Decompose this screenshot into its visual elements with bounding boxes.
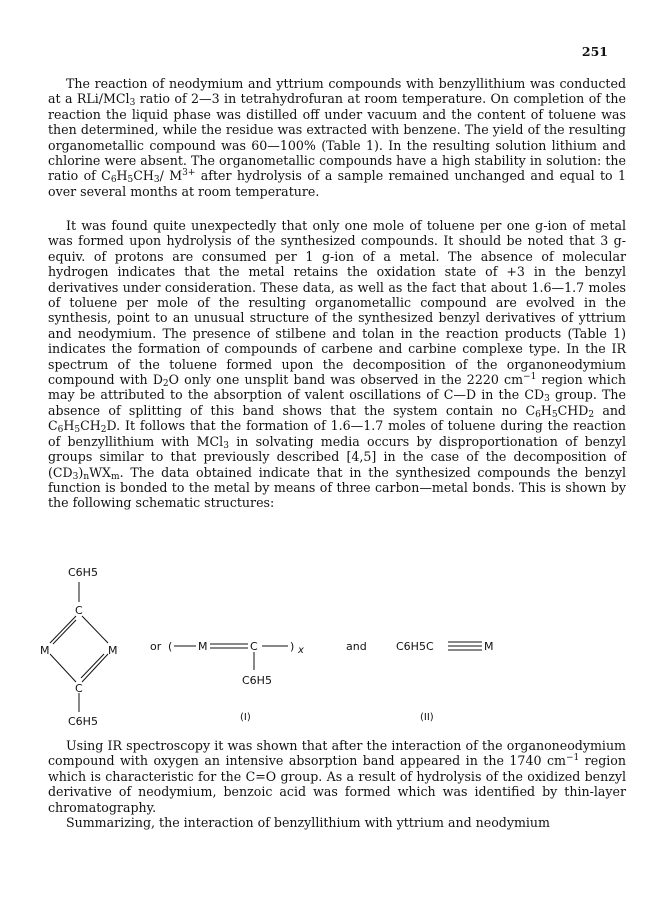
subscript: n [83, 471, 90, 482]
text: CH [80, 418, 101, 434]
text: region which may be attributed to the absorption of valent oscillations of C—D in the CD [48, 372, 626, 403]
and-word: and [346, 640, 367, 653]
polymer-subscript-x: x [298, 645, 304, 656]
text: group. The absence of splitting of this band shows that the system contain no C [48, 387, 626, 418]
text: . The data obtained indicate that in the synthesized compounds the benzyl function is bonded to the metal by means of three carbon—metal bonds. This is shown by the following schematic structures: [48, 464, 626, 511]
text: / M [159, 168, 183, 184]
text: WX [89, 464, 112, 480]
subscript: 2 [100, 425, 107, 436]
text: It was found quite unexpectedly that only one mole of toluene per one g-ion of metal was formed upon hydrolysis of the synthesized compounds. It should be noted that 3 g-equiv. of protons are consumed per 1 g-ion of a metal. The absence of molecular hydrogen indicates that the metal retains the oxidation state of +3 in the benzyl derivatives under consideration. These data, as well as the fact that about 1.6—1.7 moles of toluene per mole of the resulting organometallic compound are evolved in the synthesis, point to an unusual structure of the synthesized benzyl derivatives of yttrium and neodymium. The presence of stilbene and tolan in the reaction products (Table 1) indicates the formation of compounds of carbene and carbine complexe type. In the IR spectrum of the toluene formed upon the decomposition of the organoneodymium compound with D [48, 218, 626, 388]
text: in solvating media occurs by disproportionation of benzyl groups similar to that previously described [4,5] in the case of the decomposition of (CD [48, 433, 626, 480]
carbon-bottom: C [75, 682, 83, 695]
top-benzyl-group: C6H5 [68, 566, 98, 579]
text: region which is characteristic for the C=O group. As a result of hydrolysis of the oxidized benzyl derivative of neodymium, benzoic acid was formed which was identified by thin-layer chromatography. [48, 753, 627, 815]
text: and C [48, 402, 626, 434]
or-word: or [150, 640, 162, 653]
paragraph-1 [48, 76, 626, 199]
paragraph-3 [48, 738, 626, 830]
metal-right: M [108, 644, 118, 657]
text: CH [133, 168, 154, 184]
subscript: m [111, 471, 120, 482]
text: ratio of 2—3 in tetrahydrofuran at room temperature. On completion of the reaction the liquid phase was distilled off under vacuum and the content of toluene was then determined, while the residue was extracted with benzene. The yield of the resulting organometallic compound was 60—100% (Table 1). In the resulting solution lithium and chlorine were absent. The organometallic compounds have a high stability in solution: the ratio of C [48, 91, 626, 184]
text: CHD [557, 402, 589, 418]
polymer-metal: M [198, 640, 208, 653]
subscript: 3 [129, 98, 136, 109]
superscript: 3+ [182, 168, 196, 179]
text: Using IR spectroscopy it was shown that after the interaction of the organoneodymium compound with oxygen an intensive absorption band appeared in the 1740 cm [48, 738, 626, 769]
superscript: −1 [523, 372, 537, 383]
subscript: 6 [110, 175, 117, 186]
subscript: 2 [162, 379, 169, 390]
subscript: 6 [57, 425, 64, 436]
text: D. It follows that the formation of 1.6—1.7 moles of toluene during the reaction of benzyllithium with MCl [48, 418, 626, 449]
schematic-structures [0, 560, 672, 730]
polymer-open-paren: ( [168, 640, 173, 653]
subscript: 5 [74, 425, 81, 436]
text: O only one unsplit band was observed in the 2220 cm [168, 372, 524, 388]
text: The reaction of neodymium and yttrium compounds with benzyllithium was conducted at a RLi/MCl [48, 76, 626, 107]
carbyne-prefix: C6H5C [396, 640, 434, 653]
superscript: −1 [565, 753, 580, 764]
subscript: 3 [153, 175, 160, 186]
subscript: 5 [127, 175, 134, 186]
paragraph-2 [48, 218, 626, 511]
page-number: 251 [581, 44, 608, 59]
subscript: 6 [535, 409, 541, 420]
text: H [540, 402, 552, 418]
subscript: 2 [588, 409, 595, 420]
subscript: 5 [551, 409, 558, 420]
polymer-close-paren: ) [290, 640, 295, 653]
carbon-top: C [75, 604, 83, 617]
text: after hydrolysis of a sample remained unchanged and equal to 1 over several months at room temperature. [48, 168, 626, 199]
subscript: 3 [544, 394, 550, 405]
bottom-benzyl-group: C6H5 [68, 715, 98, 728]
carbyne-metal: M [484, 640, 494, 653]
text: Summarizing, the interaction of benzyllithium with yttrium and neodymium [66, 815, 550, 831]
metal-left: M [40, 644, 50, 657]
subscript: 3 [223, 440, 229, 451]
text: H [116, 168, 128, 184]
label-structure-1: (I) [240, 712, 251, 723]
text: H [63, 418, 75, 434]
text: ) [78, 464, 84, 480]
subscript: 3 [72, 471, 79, 482]
polymer-benzyl: C6H5 [242, 674, 272, 687]
polymer-carbon: C [250, 640, 258, 653]
label-structure-2: (II) [420, 712, 434, 723]
